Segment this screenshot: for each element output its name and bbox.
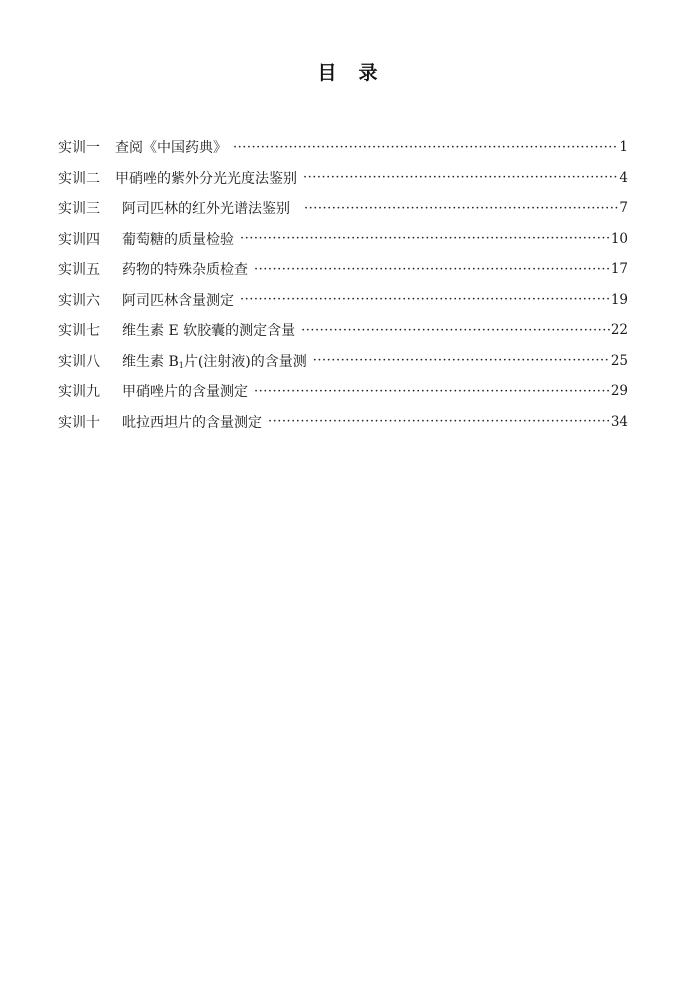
toc-entry-number: 实训七 — [58, 323, 100, 340]
toc-leader-dots — [254, 384, 610, 399]
toc-entry-page: 25 — [610, 352, 628, 369]
toc-entry-6[interactable] — [58, 285, 628, 316]
toc-entry-number: 实训二 — [58, 170, 100, 187]
toc-leader-dots — [240, 292, 610, 307]
toc-entry-2[interactable] — [58, 163, 628, 194]
toc-entry-7[interactable] — [58, 315, 628, 346]
toc-entry-page: 10 — [610, 230, 628, 247]
toc-entry-title: 甲硝唑片的含量测定 — [122, 384, 248, 401]
toc-entry-title: 维生素 E 软胶囊的测定含量 — [122, 323, 296, 340]
toc-entry-title: 吡拉西坦片的含量测定 — [122, 414, 262, 431]
toc-entry-title — [122, 351, 313, 371]
toc-entry-page: 34 — [610, 413, 628, 430]
toc-entry-number: 实训四 — [58, 231, 100, 248]
toc-entry-title: 阿司匹林的红外光谱法鉴别 — [122, 201, 290, 218]
toc-entry-1[interactable] — [58, 132, 628, 163]
toc-leader-dots — [268, 414, 610, 429]
toc-entry-number: 实训八 — [58, 353, 100, 370]
toc-entry-number: 实训十 — [58, 414, 100, 431]
toc-entry-title-subscript: 1 — [178, 360, 184, 370]
toc-leader-dots — [303, 170, 618, 185]
toc-entry-page: 29 — [610, 383, 628, 400]
toc-entry-8[interactable] — [58, 346, 628, 377]
toc-entry-page: 4 — [619, 169, 628, 186]
toc-entry-10[interactable] — [58, 407, 628, 438]
toc-entry-number: 实训三 — [58, 201, 100, 218]
toc-leader-dots — [313, 353, 610, 368]
toc-entry-page: 19 — [610, 291, 628, 308]
toc-leader-dots — [240, 231, 610, 246]
toc-entry-number: 实训五 — [58, 262, 100, 279]
toc-entry-title: 药物的特殊杂质检查 — [122, 262, 248, 279]
toc-entry-number: 实训一 — [58, 140, 100, 157]
toc-entry-page: 22 — [610, 322, 628, 339]
toc-leader-dots — [254, 262, 610, 277]
toc-entry-4[interactable] — [58, 224, 628, 255]
toc-entry-number: 实训九 — [58, 384, 100, 401]
toc-leader-dots — [304, 201, 618, 216]
toc-entry-title-post: 片(注射液)的含量测 — [183, 353, 307, 370]
toc-entry-page: 7 — [619, 200, 628, 217]
toc-entry-9[interactable] — [58, 376, 628, 407]
toc-entry-title: 查阅《中国药典》 — [115, 140, 227, 157]
toc-entry-title: 葡萄糖的质量检验 — [122, 231, 234, 248]
toc-entry-number: 实训六 — [58, 292, 100, 309]
title-char-2: 录 — [358, 62, 378, 84]
toc-entry-title: 阿司匹林含量测定 — [122, 292, 234, 309]
toc-entry-5[interactable] — [58, 254, 628, 285]
title-char-1: 目 — [317, 62, 337, 84]
toc-leader-dots — [301, 323, 610, 338]
toc-entry-page: 1 — [619, 139, 628, 156]
toc-entry-3[interactable] — [58, 193, 628, 224]
toc-entry-page: 17 — [610, 261, 628, 278]
toc-entry-title: 甲硝唑的紫外分光光度法鉴别 — [115, 170, 297, 187]
toc-entry-title-pre: 维生素 B — [122, 353, 179, 370]
page-title — [0, 58, 695, 85]
table-of-contents — [58, 132, 628, 437]
toc-leader-dots — [233, 140, 618, 155]
